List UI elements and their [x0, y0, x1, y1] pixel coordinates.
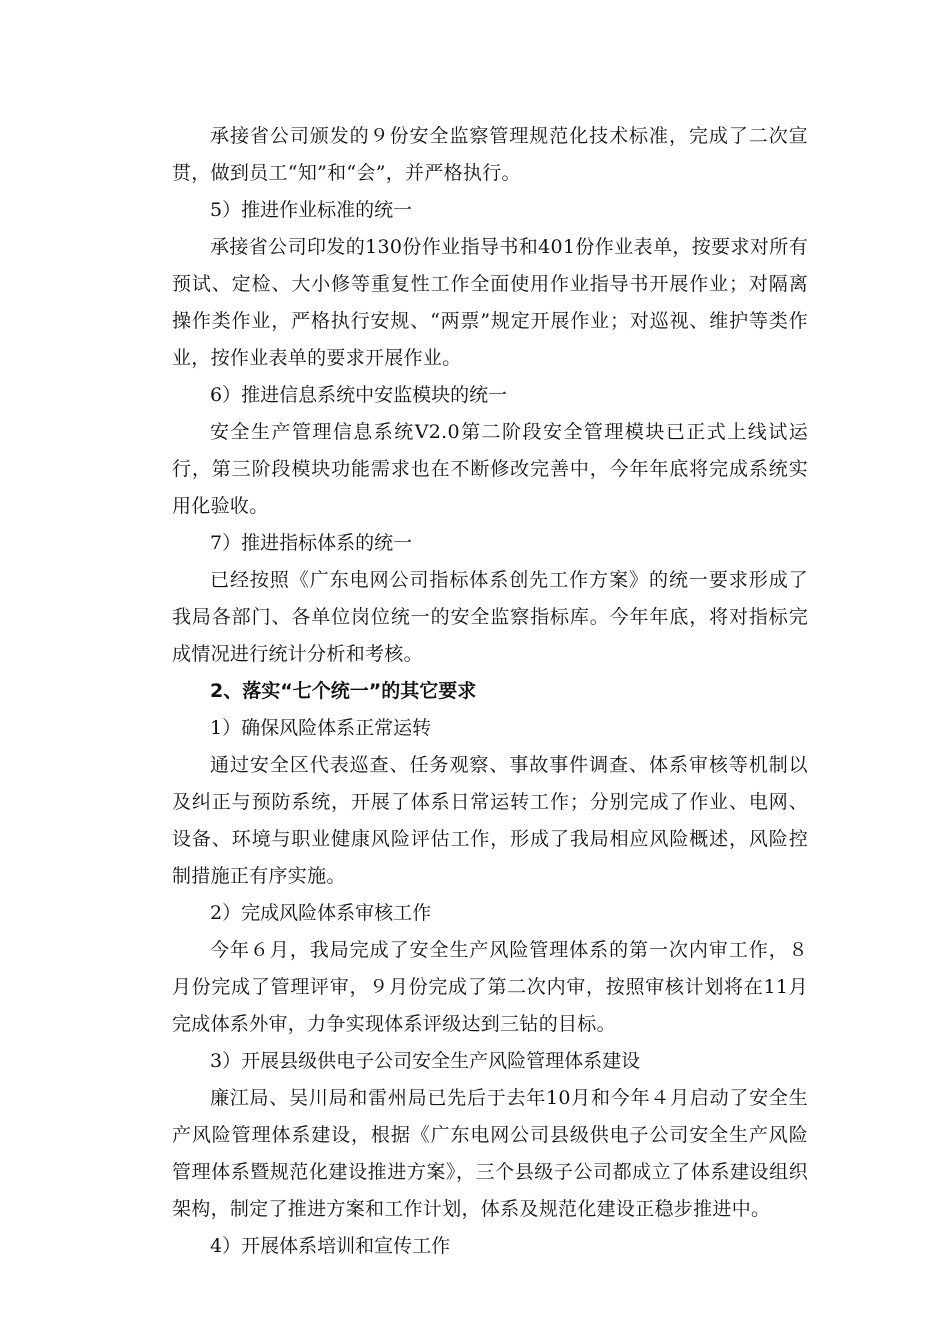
document-body: [172, 118, 808, 1265]
section-heading: 6）推进信息系统中安监模块的统一: [210, 384, 508, 406]
section-heading: 1）确保风险体系正常运转: [210, 717, 432, 739]
paragraph: 廉江局、吴川局和雷州局已先后于去年10月和今年４月启动了安全生产风险管理体系建设，根据《广东电网公司县级供电子公司安全生产风险管理体系暨规范化建设推进方案》，三个县级子公司都成立了体系建设组织架构，制定了推进方案和工作计划，体系及规范化建设正稳步推进中。: [172, 1087, 808, 1220]
paragraph: 承接省公司颁发的９份安全监察管理规范化技术标准，完成了二次宣贯，做到员工“知”和“会”，并严格执行。: [172, 125, 808, 184]
paragraph: 安全生产管理信息系统V2.0第二阶段安全管理模块已正式上线试运行，第三阶段模块功能需求也在不断修改完善中，今年年底将完成系统实用化验收。: [172, 421, 808, 517]
section-heading: 7）推进指标体系的统一: [210, 532, 413, 554]
section-heading: 3）开展县级供电子公司安全生产风险管理体系建设: [210, 1050, 641, 1072]
paragraph: 今年６月，我局完成了安全生产风险管理体系的第一次内审工作，８月份完成了管理评审，９月份完成了第二次内审，按照审核计划将在11月完成体系外审，力争实现体系评级达到三钻的目标。: [172, 939, 808, 1035]
section-heading: 2）完成风险体系审核工作: [210, 902, 432, 924]
paragraph: 承接省公司印发的130份作业指导书和401份作业表单，按要求对所有预试、定检、大小修等重复性工作全面使用作业指导书开展作业；对隔离操作类作业，严格执行安规、“两票”规定开展作业；对巡视、维护等类作业，按作业表单的要求开展作业。: [172, 236, 808, 369]
paragraph: 已经按照《广东电网公司指标体系创先工作方案》的统一要求形成了我局各部门、各单位岗位统一的安全监察指标库。今年年底，将对指标完成情况进行统计分析和考核。: [172, 569, 808, 665]
main-section-heading: 2、落实“七个统一”的其它要求: [210, 680, 477, 702]
paragraph: 通过安全区代表巡查、任务观察、事故事件调查、体系审核等机制以及纠正与预防系统，开展了体系日常运转工作；分别完成了作业、电网、设备、环境与职业健康风险评估工作，形成了我局相应风险概述，风险控制措施正有序实施。: [172, 754, 808, 887]
section-heading: 5）推进作业标准的统一: [210, 199, 413, 221]
section-heading: 4）开展体系培训和宣传工作: [210, 1235, 451, 1257]
